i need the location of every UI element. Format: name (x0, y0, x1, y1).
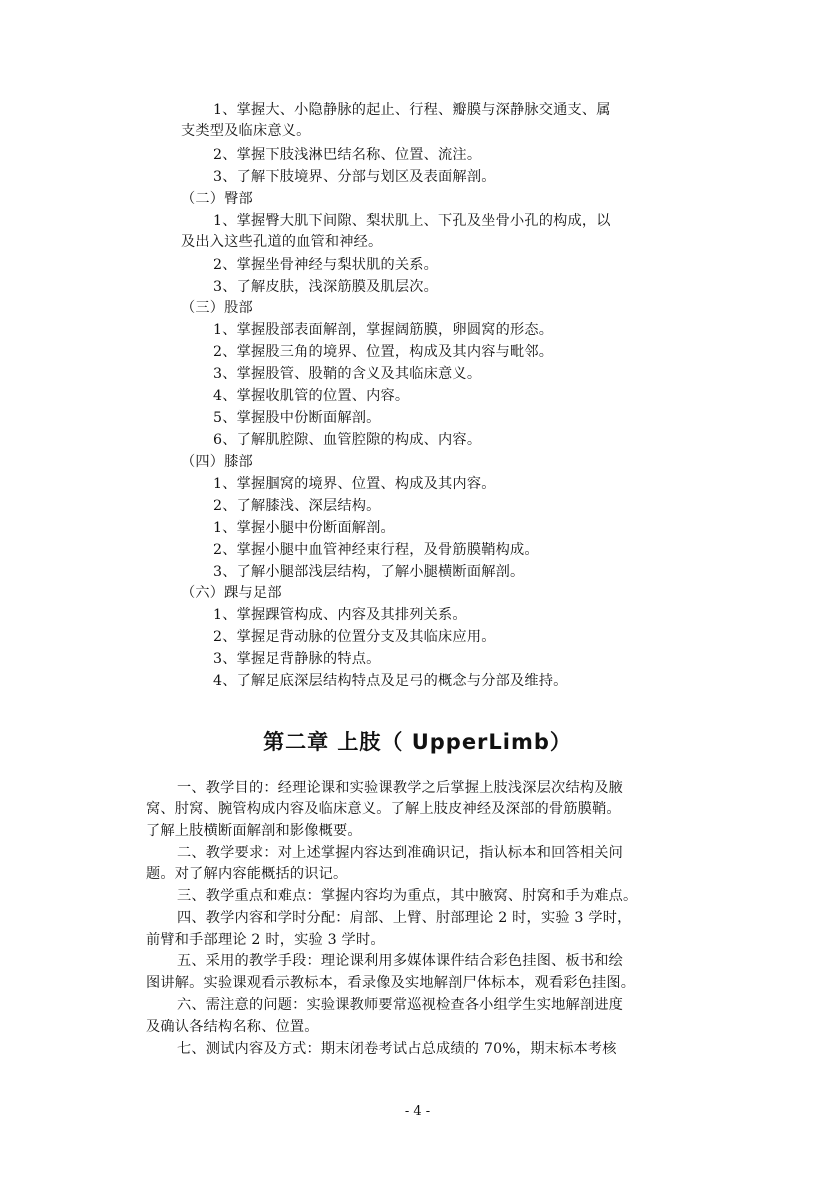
section-heading: （四）膝部 (181, 454, 253, 470)
text-line: 3、了解小腿部浅层结构，了解小腿横断面解剖。 (213, 564, 525, 580)
text-line: 1、掌握臀大肌下间隙、梨状肌上、下孔及坐骨小孔的构成，以 (213, 213, 611, 229)
text-line: 3、了解下肢境界、分部与划区及表面解剖。 (213, 169, 496, 185)
text-line: 1、掌握腘窝的境界、位置、构成及其内容。 (213, 476, 496, 492)
text-line: 七、测试内容及方式：期末闭卷考试占总成绩的 70%，期末标本考核 (177, 1041, 617, 1057)
text-line: 4、了解足底深层结构特点及足弓的概念与分部及维持。 (213, 673, 568, 689)
text-line: 3、掌握股管、股鞘的含义及其临床意义。 (213, 366, 482, 382)
text-line: 6、了解肌腔隙、血管腔隙的构成、内容。 (213, 432, 482, 448)
text-line: 2、了解膝浅、深层结构。 (213, 498, 381, 514)
section-heading: （三）股部 (181, 300, 253, 316)
text-line: 窝、肘窝、腕管构成内容及临床意义。了解上肢皮神经及深部的骨筋膜鞘。 (146, 801, 621, 817)
text-line: 1、掌握小腿中份断面解剖。 (213, 520, 395, 536)
text-line: 2、掌握坐骨神经与梨状肌的关系。 (213, 257, 439, 273)
text-line: 图讲解。实验课观看示教标本，看录像及实地解剖尸体标本，观看彩色挂图。 (146, 975, 636, 991)
text-line: 2、掌握小腿中血管神经束行程，及骨筋膜鞘构成。 (213, 542, 539, 558)
text-line: 2、掌握足背动脉的位置分支及其临床应用。 (213, 629, 496, 645)
text-line: 题。对了解内容能概括的识记。 (146, 866, 348, 882)
section-heading: （六）踝与足部 (181, 585, 282, 601)
text-line: 支类型及临床意义。 (181, 123, 311, 139)
section-heading: （二）臀部 (181, 191, 253, 207)
text-line: 了解上肢横断面解剖和影像概要。 (146, 823, 362, 839)
text-line: 3、掌握足背静脉的特点。 (213, 651, 381, 667)
text-line: 前臂和手部理论 2 时，实验 3 学时。 (146, 932, 385, 948)
text-line: 1、掌握股部表面解剖，掌握阔筋膜，卵圆窝的形态。 (213, 322, 554, 338)
page-number: - 4 - (404, 1104, 431, 1119)
text-line: 1、掌握踝管构成、内容及其排列关系。 (213, 607, 467, 623)
text-line: 2、掌握股三角的境界、位置，构成及其内容与毗邻。 (213, 344, 554, 360)
text-line: 及出入这些孔道的血管和神经。 (181, 234, 383, 250)
text-line: 5、掌握股中份断面解剖。 (213, 410, 381, 426)
text-line: 五、采用的教学手段：理论课利用多媒体课件结合彩色挂图、板书和绘 (177, 953, 624, 969)
text-line: 及确认各结构名称、位置。 (146, 1019, 319, 1035)
text-line: 四、教学内容和学时分配：肩部、上臂、肘部理论 2 时，实验 3 学时， (177, 910, 632, 926)
text-line: 二、教学要求：对上述掌握内容达到准确识记，指认标本和回答相关问 (177, 845, 624, 861)
text-line: 2、掌握下肢浅淋巴结名称、位置、流注。 (213, 147, 482, 163)
text-line: 一、教学目的：经理论课和实验课教学之后掌握上肢浅深层次结构及腋 (177, 780, 624, 796)
text-line: 3、了解皮肤，浅深筋膜及肌层次。 (213, 279, 439, 295)
text-line: 1、掌握大、小隐静脉的起止、行程、瓣膜与深静脉交通支、属 (213, 102, 611, 118)
text-line: 六、需注意的问题：实验课教师要常巡视检查各小组学生实地解剖进度 (177, 997, 624, 1013)
text-line: 4、掌握收肌管的位置、内容。 (213, 388, 410, 404)
chapter-title: 第二章 上肢（ UpperLimb） (263, 730, 572, 754)
text-line: 三、教学重点和难点：掌握内容均为重点，其中腋窝、肘窝和手为难点。 (177, 888, 638, 904)
